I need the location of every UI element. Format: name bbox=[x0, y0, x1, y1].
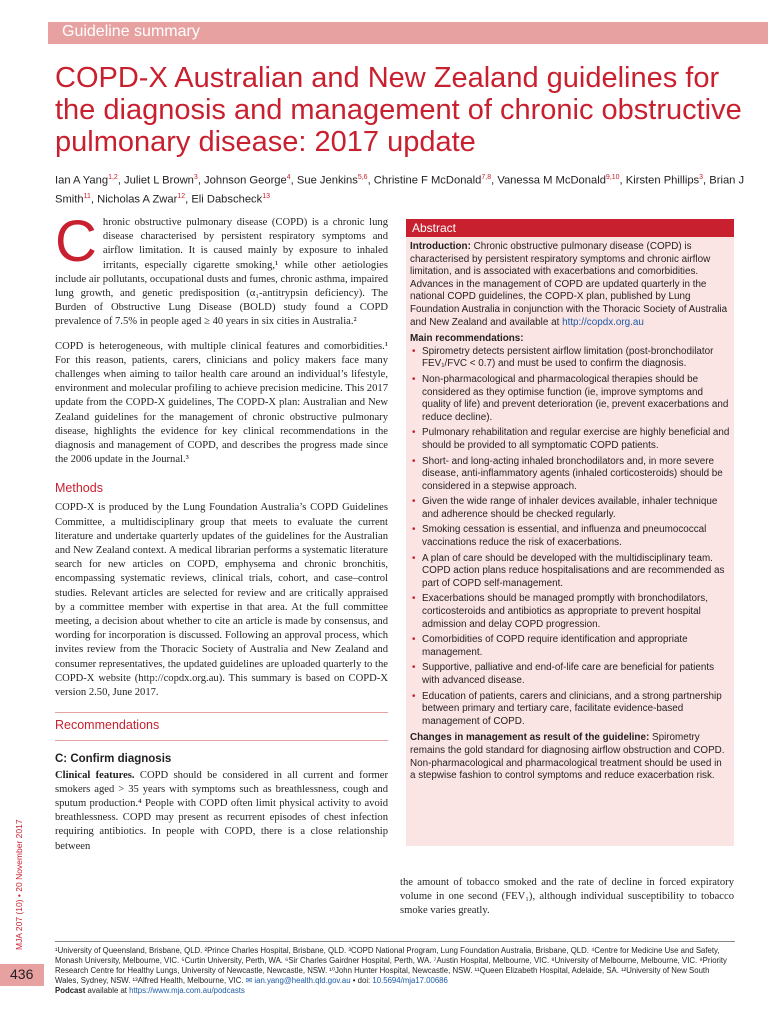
abstract-intro bbox=[410, 241, 730, 329]
author-name: Christine F McDonald bbox=[373, 174, 482, 187]
confirm-diagnosis-heading: C: Confirm diagnosis bbox=[55, 752, 172, 765]
copdx-link[interactable]: http://copdx.org.au bbox=[562, 316, 644, 328]
abstract-intro-text: Chronic obstructive pulmonary disease (COPD) is characterised by persistent respiratory symptoms and chronic airflow limitation, and is associated with exacerbations and comorbidities. Advances in the management of COPD are updated quarterly in the national COPD guidelines, the COPD-X plan, published by Lung Foundation Australia in conjunction with the Thoracic Society of Australia and New Zealand and available at bbox=[410, 241, 728, 328]
author-name: Ian A Yang bbox=[55, 174, 109, 187]
author-affiliation: 3 bbox=[193, 174, 198, 181]
author-affiliation: 3 bbox=[699, 174, 704, 181]
podcast-label: Podcast bbox=[55, 986, 86, 995]
recommendation-item: • Education of patients, carers and clinicians, and a strong partnership between primary and tertiary care, facilitate evidence-based management of COPD. bbox=[422, 691, 730, 729]
author-name: Kirsten Phillips bbox=[625, 174, 700, 187]
recommendations-bar bbox=[55, 712, 388, 740]
author-affiliation: 12 bbox=[177, 192, 186, 200]
author-affiliation: 13 bbox=[262, 192, 271, 200]
recommendation-item: • Spirometry detects persistent airflow limitation (post-bronchodilator FEV₁/FVC < 0.7) and must be used to confirm the diagnosis. bbox=[422, 346, 730, 371]
author-affiliation: 5,6 bbox=[357, 174, 368, 181]
abstract-changes-label: Changes in management as result of the guideline: bbox=[410, 732, 650, 744]
page-number: 436 bbox=[10, 966, 34, 982]
recommendation-item: • Non-pharmacological and pharmacological therapies should be considered as they optimise function (ie, improve symptoms and quality of life) and prevent deterioration (ie, prevent exacerbations and reduce decline). bbox=[422, 374, 730, 424]
author-affiliation: 11 bbox=[83, 192, 91, 200]
author-name: Juliet L Brown bbox=[124, 174, 194, 187]
main-recommendations-label-text: Main recommendations: bbox=[410, 333, 524, 345]
section-banner-label: Guideline summary bbox=[62, 23, 200, 40]
abstract-box bbox=[406, 219, 734, 846]
author-name: Vanessa M McDonald bbox=[497, 174, 606, 187]
podcast-link[interactable]: https://www.mja.com.au/podcasts bbox=[129, 986, 245, 995]
abstract-intro-label: Introduction: bbox=[410, 241, 471, 252]
recommendation-item: • Smoking cessation is essential, and influenza and pneumococcal vaccinations reduce the risk of exacerbations. bbox=[422, 524, 730, 549]
clinical-features-text: COPD should be considered in all current and former smokers aged > 35 years with symptoms such as breathlessness, cough and sputum production.⁴ People with COPD often limit physical activity to avoid breathlessness. COPD may present as recurrent episodes of chest infection requiring antibiotics. In people with COPD, there is a close relationship between bbox=[55, 769, 388, 852]
recommendation-item: • Comorbidities of COPD require identification and appropriate management. bbox=[422, 634, 730, 659]
footnotes bbox=[55, 941, 735, 996]
side-citation: MJA 207 (10) • 20 November 2017 bbox=[14, 819, 24, 950]
author-name: Brian J Smith bbox=[55, 174, 745, 206]
affiliations-text: ¹University of Queensland, Brisbane, QLD. ²Prince Charles Hospital, Brisbane, QLD. ³COPD National Program, Lung Foundation Australia, Brisbane, QLD. ⁴Centre for Medicine Use and Safety, Monash University, Melbourne, VIC. ⁵Curtin University, Perth, WA. ⁶Sir Charles Gairdner Hospital, Perth, WA. ⁷Austin Hospital, Melbourne, VIC. ⁸University of Melbourne, Melbourne, VIC. ⁹Priority Research Centre for Healthy Lungs, University of Newcastle, Newcastle, NSW. ¹⁰John Hunter Hospital, Newcastle, NSW. ¹¹Queen Elizabeth Hospital, Adelaide, SA. ¹²University of New South Wales, Sydney, NSW. ¹³Alfred Health, Melbourne, VIC. bbox=[55, 946, 727, 985]
email-link[interactable]: ian.yang@health.qld.gov.au bbox=[254, 976, 351, 985]
clinical-features-paragraph bbox=[55, 769, 388, 854]
abstract-heading: Abstract bbox=[406, 219, 734, 237]
author-affiliation: 1,2 bbox=[108, 174, 118, 181]
doi-link[interactable]: 10.5694/mja17.00686 bbox=[372, 976, 448, 985]
clinical-features-lead: Clinical features. bbox=[55, 769, 135, 781]
main-recommendations-label bbox=[410, 333, 730, 346]
abstract-changes bbox=[410, 732, 730, 782]
methods-text: COPD-X is produced by the Lung Foundation Australia’s COPD Guidelines Committee, a multidisciplinary group that meets to evaluate the current literature and undertake quarterly updates of the guidelines for the Australian and New Zealand context. A medical librarian performs a systematic literature search for new articles on COPD, emphysema and chronic bronchitis, encompassing systematic reviews, clinical trials, cohort, and case–control studies. Relevant articles are selected for review and are critically appraised by a committee member with expertise in that area. At the full committee meeting, a decision about whether to cite an article is made by consensus, and wording for incorporation is discussed. Following an approval process, which invites review from the Thoracic Society of Australia and New Zealand and consumer representatives, the updated guidelines are uploaded quarterly to the COPD-X website (http://copdx.org.au). This summary is based on COPD-X version 2.50, June 2017. bbox=[55, 502, 388, 699]
recommendation-item: • Pulmonary rehabilitation and regular exercise are highly beneficial and should be provided to all symptomatic COPD patients. bbox=[422, 427, 730, 452]
recommendation-item: • Supportive, palliative and end-of-life care are beneficial for patients with advanced disease. bbox=[422, 662, 730, 687]
author-name: Eli Dabscheck bbox=[191, 193, 263, 206]
author-affiliation: 9,10 bbox=[605, 174, 620, 181]
intro-paragraph-1 bbox=[55, 209, 388, 330]
intro-paragraph-2: COPD is heterogeneous, with multiple clinical features and comorbidities.¹ For this reason, patients, carers, clinicians and policy makers face many challenges when aiming to tailor health care around an individual’s lifestyle, environment and molecular profiling to achieve precision medicine. This 2017 update from the COPD-X guidelines, The COPD-X plan: Australian and New Zealand guidelines for the management of chronic obstructive pulmonary disease, highlights the evidence for key clinical recommendations in the diagnosis and management of COPD, and describes the progress made since the 2006 update in the Journal.³ bbox=[55, 340, 388, 466]
author-name: Johnson George bbox=[204, 174, 287, 187]
right-column-continuation: the amount of tobacco smoked and the rate of decline in forced expiratory volume in one second (FEV₁), although individual susceptibility to tobacco smoke varies greatly. bbox=[400, 877, 734, 917]
page-number-box bbox=[0, 964, 44, 986]
recommendation-item: • Exacerbations should be managed promptly with bronchodilators, corticosteroids and antibiotics as appropriate to prevent hospital admission and delay COPD progression. bbox=[422, 593, 730, 631]
section-banner bbox=[48, 22, 768, 44]
abstract-changes-text: Spirometry remains the gold standard for diagnosing airflow obstruction and COPD. Non-pharmacological and pharmacological treatment should be used in a stepwise fashion to control symptoms and reduce exacerbation risk. bbox=[410, 732, 725, 782]
abstract-body bbox=[406, 237, 734, 783]
doi-label: • doi: bbox=[350, 976, 373, 985]
left-column bbox=[55, 209, 388, 864]
recommendation-list bbox=[410, 346, 730, 729]
email-icon: ✉ bbox=[245, 976, 255, 985]
recommendation-item: • Short- and long-acting inhaled bronchodilators and, in more severe disease, anti-inflammatory agents (inhaled corticosteroids) should be considered in a stepwise approach. bbox=[422, 456, 730, 494]
author-list: Ian A Yang$^{1,2}$, Juliet L Brown$^3$, Johnson George$^4$, Sue Jenkins$^{5,6}$, Christine F McDonald$^{7,8}$, Vanessa M McDonald$^{9,10}$, Kirsten Phillips$^3$, Brian J Smith$^{11}$, Nicholas A Zwar$^{12}$, Eli Dabscheck$^{13}$ bbox=[55, 174, 745, 206]
recommendation-item: • A plan of care should be developed with the multidisciplinary team. COPD action plans reduce hospitalisations and are recommended as part of COPD self-management. bbox=[422, 553, 730, 591]
podcast-text: available at bbox=[85, 986, 130, 995]
recommendations-heading: Recommendations bbox=[55, 718, 160, 733]
article-title: COPD-X Australian and New Zealand guidelines for the diagnosis and management of chronic obstructive pulmonary disease: 2017 update bbox=[55, 62, 742, 158]
author-name: Nicholas A Zwar bbox=[97, 193, 178, 206]
intro-text-1: hronic obstructive pulmonary disease (COPD) is a chronic lung disease characterised by persistent respiratory symptoms and airflow limitation. It is caused mainly by exposure to inhaled irritants, especially cigarette smoking,¹ while other aetiologies include air pollutants, occupational dusts and fumes, chronic asthma, impaired lung growth, and genetic predisposition (α₁-antitrypsin deficiency). The Burden of Obstructive Lung Disease (BOLD) study found a COPD prevalence of 7.5% in people aged ≥ 40 years in six cities in Australia.² bbox=[55, 217, 388, 328]
author-affiliation: 7,8 bbox=[481, 174, 492, 181]
author-name: Sue Jenkins bbox=[296, 174, 358, 187]
drop-cap: C bbox=[55, 209, 97, 274]
methods-heading: Methods bbox=[55, 481, 103, 496]
author-affiliation: 4 bbox=[286, 174, 291, 181]
recommendation-item: • Given the wide range of inhaler devices available, inhaler technique and adherence should be checked regularly. bbox=[422, 496, 730, 521]
